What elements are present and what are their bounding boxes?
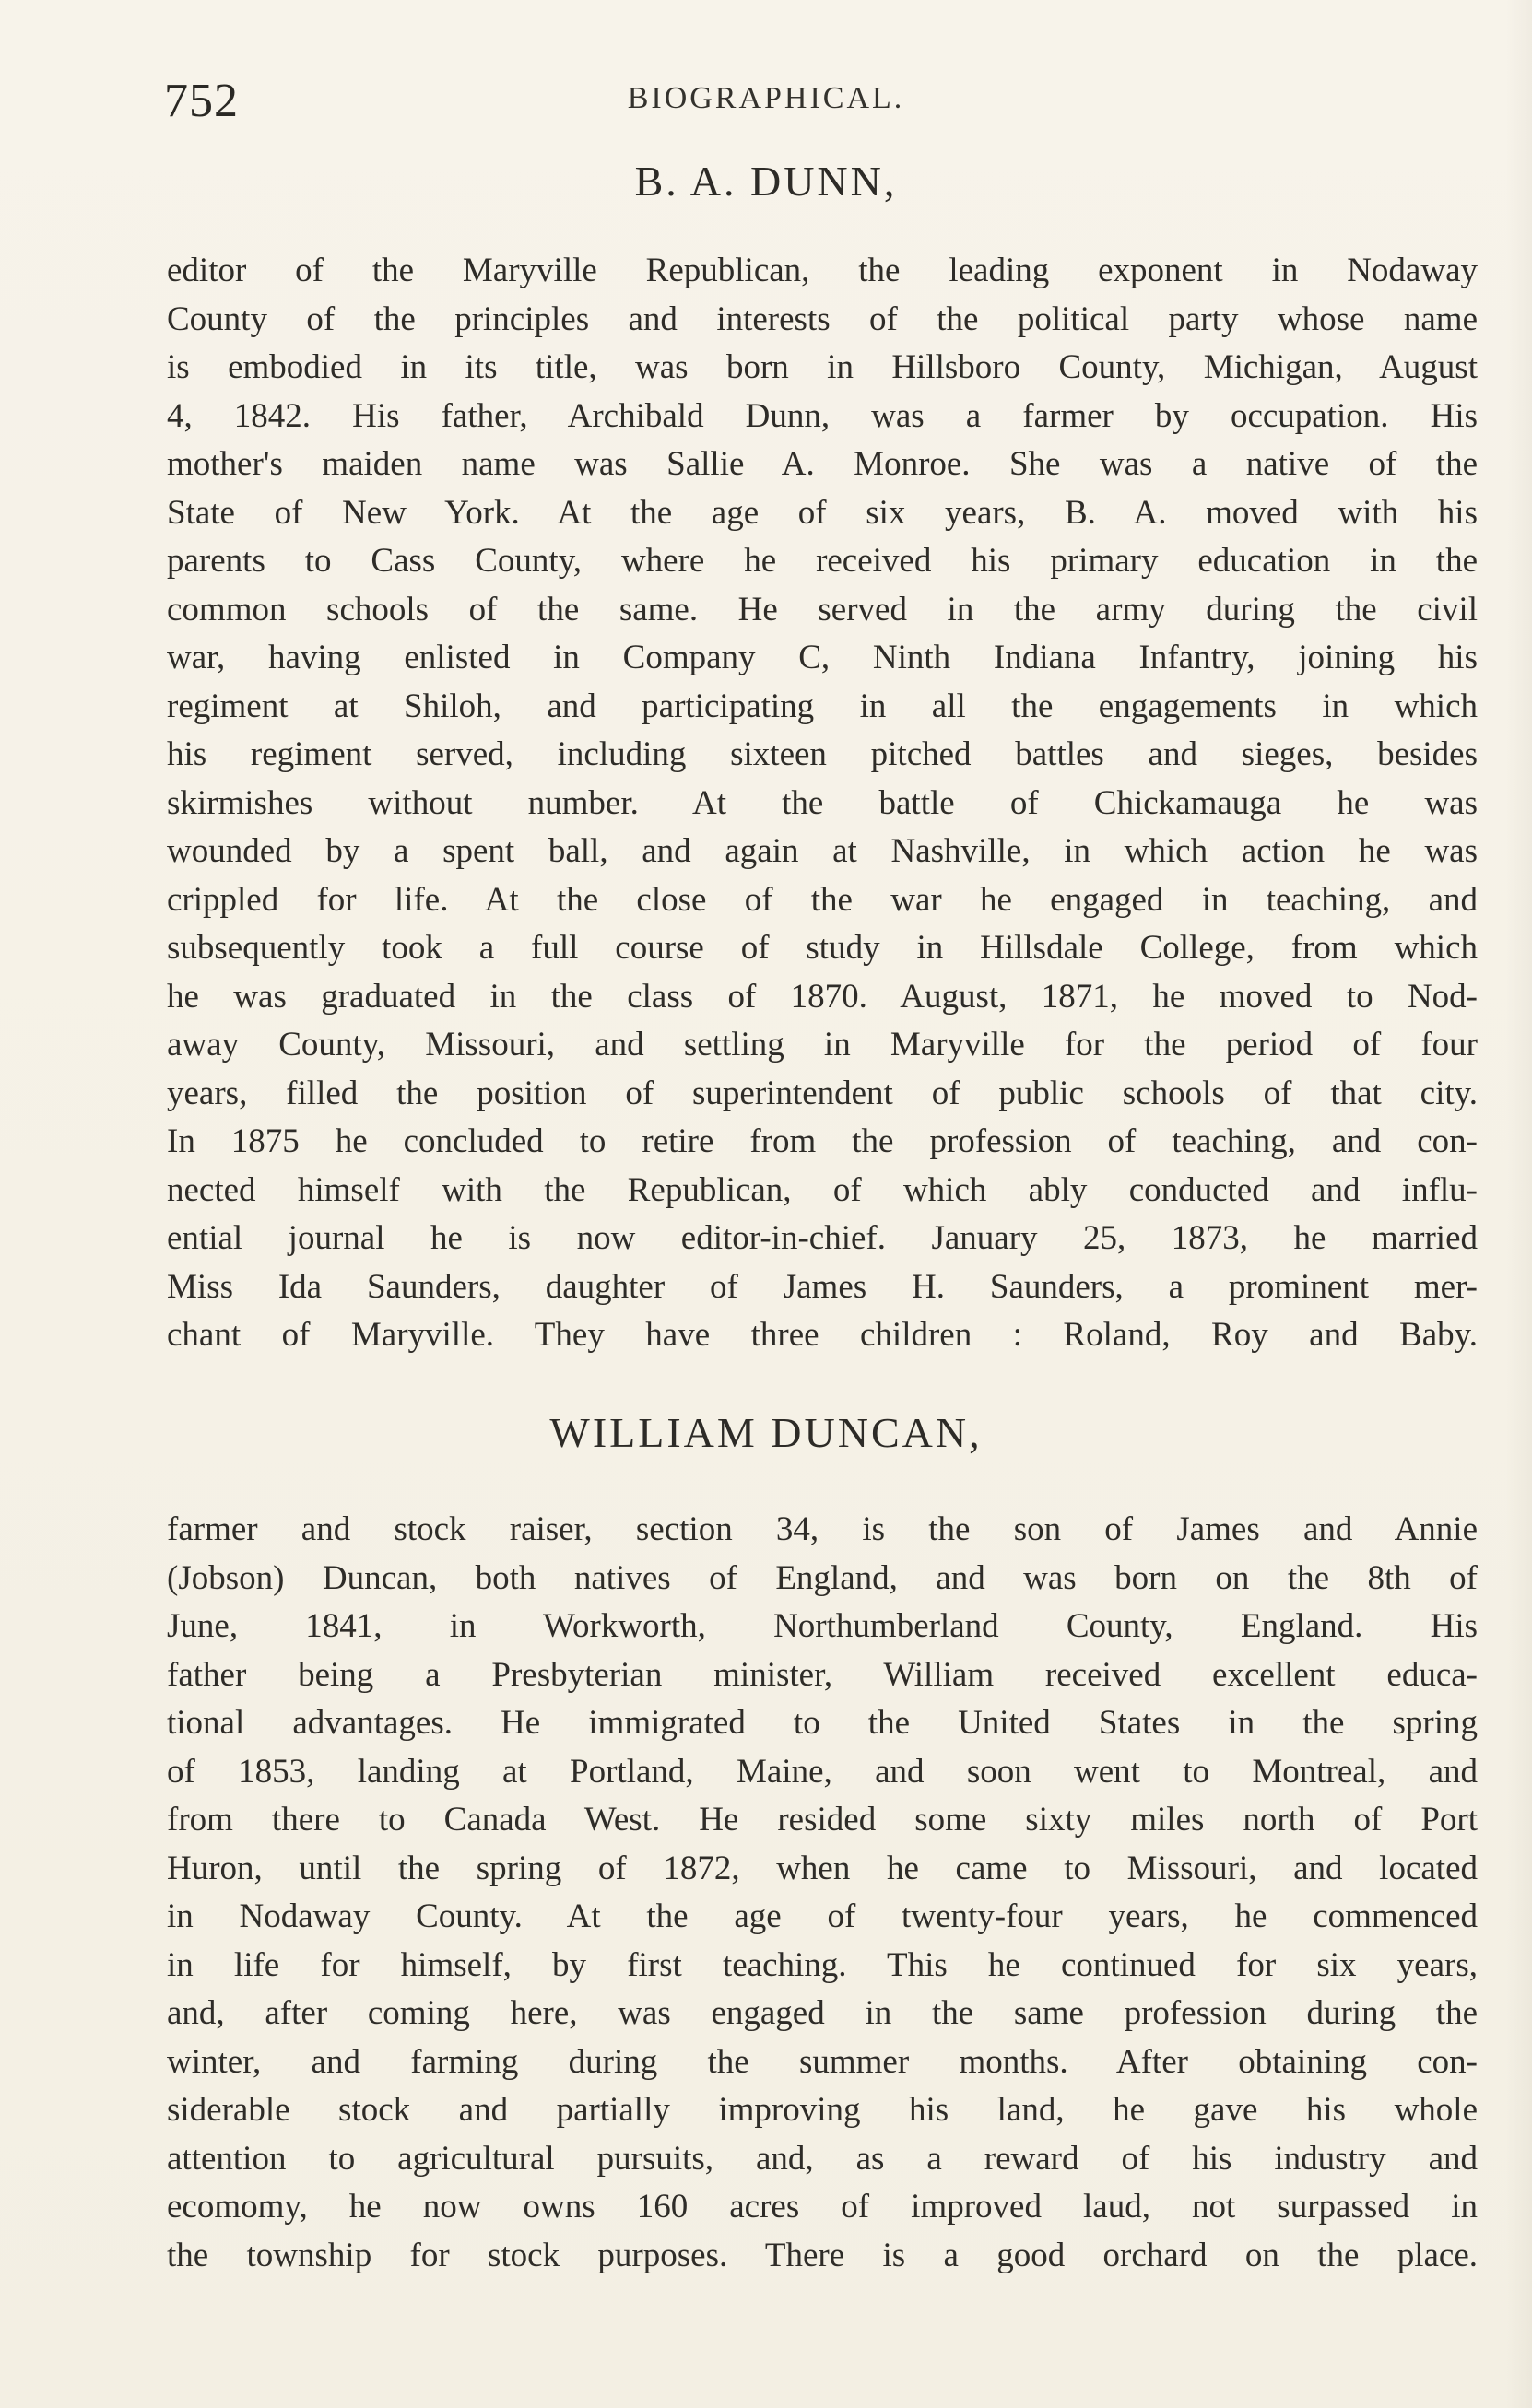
text-line: parents to Cass County, where he received his primary education in the (167, 542, 1478, 580)
text-line: the township for stock purposes. There is a good orchard on the place. (167, 2236, 1478, 2274)
text-line: in life for himself, by first teaching. This he continued for six years, (167, 1945, 1478, 1984)
entry-body-duncan (167, 1506, 1478, 2280)
text-line: ecomomy, he now owns 160 acres of improved laud, not surpassed in (167, 2188, 1478, 2226)
entry-heading-dunn: B. A. DUNN, (634, 158, 898, 205)
text-line: of 1853, landing at Portland, Maine, and soon went to Montreal, and (167, 1752, 1478, 1791)
text-line: attention to agricultural pursuits, and, as a reward of his industry and (167, 2139, 1478, 2178)
text-line: wounded by a spent ball, and again at Nashville, in which action he was (167, 832, 1478, 870)
text-line: crippled for life. At the close of the war he engaged in teaching, and (167, 880, 1478, 919)
text-line: is embodied in its title, was born in Hillsboro County, Michigan, August (167, 348, 1478, 386)
text-line: war, having enlisted in Company C, Ninth Indiana Infantry, joining his (167, 639, 1478, 676)
text-line: Huron, until the spring of 1872, when he came to Missouri, and located (167, 1849, 1478, 1887)
text-line: (Jobson) Duncan, both natives of England, and was born on the 8th of (167, 1558, 1478, 1597)
text-line: and, after coming here, was engaged in the same profession during the (167, 1994, 1478, 2032)
text-line: mother's maiden name was Sallie A. Monroe. She was a native of the (167, 445, 1478, 483)
text-line: 4, 1842. His father, Archibald Dunn, was a farmer by occupation. His (167, 396, 1478, 435)
text-line: ential journal he is now editor-in-chief. January 25, 1873, he married (167, 1219, 1478, 1257)
text-line: he was graduated in the class of 1870. August, 1871, he moved to Nod- (167, 977, 1478, 1016)
text-line: State of New York. At the age of six years, B. A. moved with his (167, 493, 1478, 532)
text-line: editor of the Maryville Republican, the leading exponent in Nodaway (167, 252, 1478, 289)
text-line: common schools of the same. He served in the army during the civil (167, 590, 1478, 628)
entry-heading-duncan: WILLIAM DUNCAN, (549, 1409, 983, 1456)
text-line: nected himself with the Republican, of which ably conducted and influ- (167, 1170, 1478, 1209)
text-line: chant of Maryville. They have three children : Roland, Roy and Baby. (167, 1316, 1478, 1354)
text-line: father being a Presbyterian minister, William received excellent educa- (167, 1655, 1478, 1694)
text-line: from there to Canada West. He resided some sixty miles north of Port (167, 1801, 1478, 1838)
text-line: subsequently took a full course of study in Hillsdale College, from which (167, 929, 1478, 967)
running-head: BIOGRAPHICAL. (627, 81, 905, 115)
text-line: tional advantages. He immigrated to the United States in the spring (167, 1704, 1478, 1742)
text-line: siderable stock and partially improving his land, he gave his whole (167, 2091, 1478, 2129)
page-number: 752 (164, 75, 239, 127)
text-line: his regiment served, including sixteen pitched battles and sieges, besides (167, 735, 1478, 773)
page-edge-shadow (1506, 0, 1532, 2408)
text-line: regiment at Shiloh, and participating in all the engagements in which (167, 687, 1478, 725)
text-line: years, filled the position of superintendent of public schools of that city. (167, 1074, 1478, 1112)
text-line: In 1875 he concluded to retire from the profession of teaching, and con- (167, 1122, 1478, 1160)
text-line: winter, and farming during the summer months. After obtaining con- (167, 2042, 1478, 2081)
text-line: June, 1841, in Workworth, Northumberland County, England. His (167, 1607, 1478, 1645)
text-line: farmer and stock raiser, section 34, is the son of James and Annie (167, 1510, 1478, 1548)
text-line: Miss Ida Saunders, daughter of James H. Saunders, a prominent mer- (167, 1267, 1478, 1306)
text-line: skirmishes without number. At the battle of Chickamauga he was (167, 783, 1478, 822)
text-line: away County, Missouri, and settling in Maryville for the period of four (167, 1026, 1478, 1063)
text-line: County of the principles and interests of the political party whose name (167, 300, 1478, 338)
text-line: in Nodaway County. At the age of twenty-four years, he commenced (167, 1897, 1478, 1935)
entry-body-dunn (167, 247, 1478, 1360)
